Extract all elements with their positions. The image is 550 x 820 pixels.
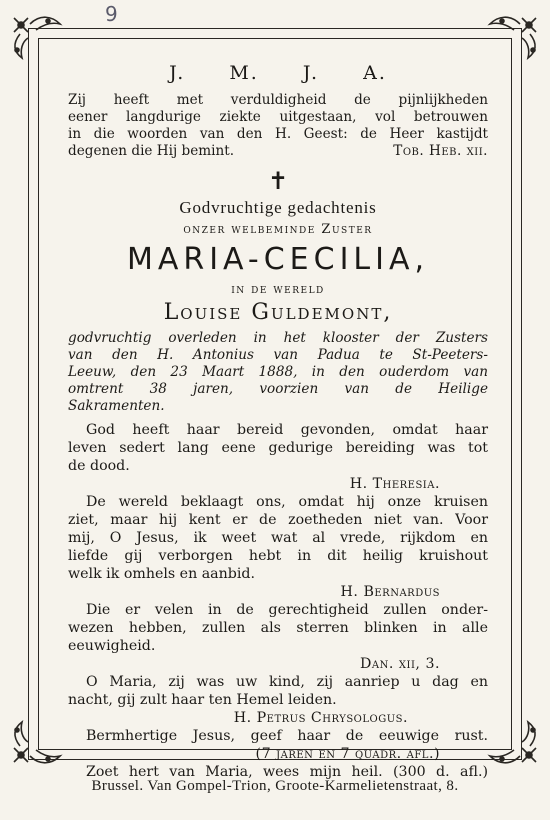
text-line: eeuwigheid. bbox=[68, 638, 156, 654]
citation: H. Theresia. bbox=[349, 476, 440, 492]
obituary-line: Leeuw, den 23 Maart 1888, in den ouderdom van bbox=[68, 364, 488, 380]
text-line: mij, O Jesus, ik weet wat al vrede, rijkdom en bbox=[68, 530, 488, 546]
quote-line: eener langdurige ziekte uitgestaan, vol betrouwen bbox=[68, 109, 488, 125]
quote-source: Tob. Heb. xii. bbox=[393, 143, 488, 159]
citation: (7 jaren en 7 quadr. afl.) bbox=[255, 746, 440, 762]
memorial-subtitle: onzer welbeminde Zuster bbox=[183, 222, 373, 237]
citation: Dan. xii, 3. bbox=[360, 656, 440, 672]
quote-last-line bbox=[68, 143, 488, 160]
citation: H. Bernardus bbox=[340, 584, 440, 600]
quote-line: in die woorden van den H. Geest: de Heer kastijdt bbox=[68, 126, 488, 142]
opening-quote bbox=[68, 92, 488, 143]
text-line: liefde gij verborgen hebt in dit heilig kruishout bbox=[68, 548, 488, 564]
devotional-texts bbox=[68, 421, 488, 781]
quote-line: Zij heeft met verduldigheid de pijnlijkheden bbox=[68, 92, 488, 108]
obituary-line: Sakramenten. bbox=[68, 398, 165, 414]
obituary-text bbox=[68, 330, 488, 415]
citation: H. Petrus Chrysologus. bbox=[233, 710, 408, 726]
corner-ornament-icon bbox=[484, 720, 544, 770]
printer-imprint: Brussel. Van Gompel-Trion, Groote-Karmelietenstraat, 8. bbox=[91, 778, 459, 794]
text-line: Bermhertige Jesus, geef haar de eeuwige rust. bbox=[86, 728, 488, 744]
handwritten-number: 9 bbox=[105, 2, 118, 26]
worldly-name: Louise Guldemont, bbox=[163, 300, 393, 325]
card-content bbox=[68, 60, 488, 781]
corner-ornament-icon bbox=[6, 10, 66, 60]
text-line: leven sedert lang eene gedurige bereiding was tot bbox=[68, 440, 488, 456]
text-line: welk ik omhels en aanbid. bbox=[68, 566, 255, 582]
initials-heading: J. M. J. A. bbox=[169, 62, 387, 84]
cross-icon: ✝ bbox=[267, 167, 289, 195]
corner-ornament-icon bbox=[484, 10, 544, 60]
text-line: Zoet hert van Maria, wees mijn heil. (300 d. afl.) bbox=[86, 764, 488, 780]
text-line: De wereld beklaagt ons, omdat hij onze kruisen bbox=[86, 494, 488, 510]
religious-name: MARIA-CECILIA, bbox=[126, 242, 430, 277]
in-world-label: in de wereld bbox=[231, 281, 325, 296]
text-line: ziet, maar hij kent er de zoetheden niet van. Voor bbox=[68, 512, 488, 528]
obituary-line: van den H. Antonius van Padua te St-Peeters- bbox=[68, 347, 488, 363]
text-line: Die er velen in de gerechtigheid zullen onder- bbox=[86, 602, 488, 618]
corner-ornament-icon bbox=[6, 720, 66, 770]
obituary-line: omtrent 38 jaren, voorzien van de Heilige bbox=[68, 381, 488, 397]
text-line: O Maria, zij was uw kind, zij aanriep u dag en bbox=[86, 674, 488, 690]
text-line: wezen hebben, zullen als sterren blinken in alle bbox=[68, 620, 488, 636]
text-line: de dood. bbox=[68, 458, 130, 474]
obituary-line: godvruchtig overleden in het klooster der Zusters bbox=[68, 330, 488, 346]
quote-line: degenen die Hij bemint. bbox=[68, 143, 235, 159]
memorial-title: Godvruchtige gedachtenis bbox=[179, 198, 377, 217]
text-line: God heeft haar bereid gevonden, omdat haar bbox=[86, 422, 488, 438]
text-line: nacht, gij zult haar ten Hemel leiden. bbox=[68, 692, 337, 708]
